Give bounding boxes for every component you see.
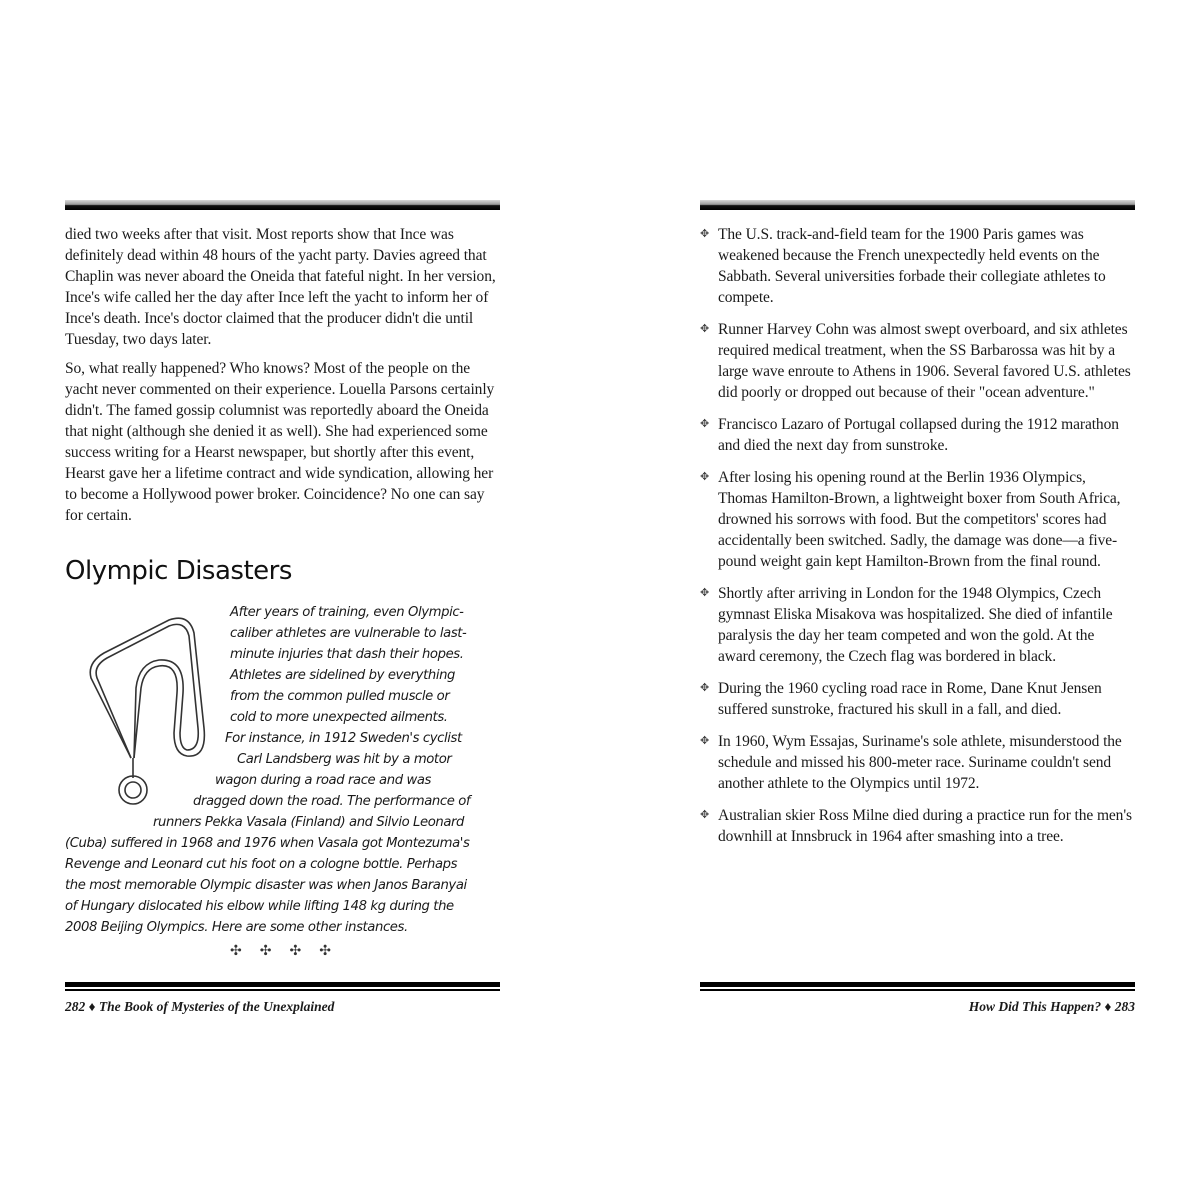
right-page	[700, 200, 1135, 1014]
intro-line: from the common pulled muscle or	[230, 689, 450, 704]
list-item-text: In 1960, Wym Essajas, Suriname's sole athlete, misunderstood the schedule and missed his 800-meter race. Suriname couldn't send another athlete to the Olympics until 1972.	[718, 733, 1122, 792]
list-item-text: After losing his opening round at the Berlin 1936 Olympics, Thomas Hamilton-Brown, a lightweight boxer from South Africa, drowned his sorrows with food. But the competitors' scores had accidentally been switched. Sadly, the damage was done—a five-pound weight gain kept Hamilton-Brown from the final round.	[718, 469, 1121, 570]
list-item-text: Runner Harvey Cohn was almost swept overboard, and six athletes required medical treatment, when the SS Barbarossa was hit by a large wave enroute to Athens in 1906. Several favored U.S. athletes did poorly or dropped out because of their "ocean adventure."	[718, 321, 1131, 401]
intro-line: runners Pekka Vasala (Finland) and Silvio Leonard	[153, 815, 465, 830]
intro-line: minute injuries that dash their hopes.	[230, 647, 464, 662]
bullet-icon: ✥	[700, 471, 710, 483]
bullet-icon: ✥	[700, 418, 710, 430]
list-item	[700, 583, 1135, 667]
intro-line: After years of training, even Olympic-	[230, 605, 464, 620]
bottom-rule	[700, 982, 1135, 991]
top-rule	[700, 200, 1135, 210]
intro-line: cold to more unexpected ailments.	[230, 710, 448, 725]
bullet-icon: ✥	[700, 228, 710, 240]
bullet-icon: ✥	[700, 323, 710, 335]
list-item	[700, 731, 1135, 794]
intro-line: 2008 Beijing Olympics. Here are some other instances.	[65, 920, 408, 935]
intro-line: (Cuba) suffered in 1968 and 1976 when Vasala got Montezuma's	[65, 836, 470, 851]
section-heading: Olympic Disasters	[65, 556, 292, 586]
bullet-icon: ✥	[700, 809, 710, 821]
left-body-text	[65, 224, 500, 534]
top-rule	[65, 200, 500, 210]
bullet-icon: ✥	[700, 587, 710, 599]
list-item-text: Australian skier Ross Milne died during a practice run for the men's downhill at Innsbruck in 1964 after smashing into a tree.	[718, 807, 1132, 845]
page-footer-left: 282 ♦ The Book of Mysteries of the Unexplained	[65, 999, 335, 1014]
bullet-list	[700, 224, 1135, 858]
intro-line: caliber athletes are vulnerable to last-	[230, 626, 467, 641]
list-item-text: Shortly after arriving in London for the 1948 Olympics, Czech gymnast Eliska Misakova was hospitalized. She died of infantile paralysis the day her team competed and won the gold. At the award ceremony, the Czech flag was bordered in black.	[718, 585, 1113, 665]
intro-line: Carl Landsberg was hit by a motor	[237, 752, 452, 767]
bullet-icon: ✥	[700, 682, 710, 694]
ornament-divider-icon: ✣✣✣✣	[230, 944, 349, 959]
intro-line: of Hungary dislocated his elbow while lifting 148 kg during the	[65, 899, 454, 914]
intro-line: Athletes are sidelined by everything	[230, 668, 456, 683]
list-item-text: The U.S. track-and-field team for the 1900 Paris games was weakened because the French unexpectedly held events on the Sabbath. Several universities forbade their collegiate athletes to compete.	[718, 226, 1106, 306]
page-footer-right: How Did This Happen? ♦ 283	[968, 999, 1135, 1014]
intro-line: Revenge and Leonard cut his foot on a cologne bottle. Perhaps	[65, 857, 458, 872]
intro-line: the most memorable Olympic disaster was when Janos Baranyai	[65, 878, 467, 893]
list-item	[700, 224, 1135, 308]
list-item	[700, 467, 1135, 572]
list-item	[700, 805, 1135, 847]
intro-line: wagon during a road race and was	[215, 773, 431, 788]
intro-line: dragged down the road. The performance of	[193, 794, 471, 809]
bottom-rule	[65, 982, 500, 991]
paragraph: died two weeks after that visit. Most reports show that Ince was definitely dead within 48 hours of the yacht party. Davies agreed that Chaplin was never aboard the Oneida that fateful night. In her version, Ince's wife called her the day after Ince left the yacht to inform her of Ince's death. Ince's doctor claimed that the producer didn't die until Tuesday, two days later.	[65, 226, 496, 348]
list-item-text: During the 1960 cycling road race in Rome, Dane Knut Jensen suffered sunstroke, fractured his skull in a fall, and died.	[718, 680, 1102, 718]
list-item	[700, 414, 1135, 456]
intro-paragraph	[65, 602, 485, 938]
paragraph: So, what really happened? Who knows? Most of the people on the yacht never commented on their experience. Louella Parsons certainly didn't. The famed gossip columnist was reportedly aboard the Oneida that night (although she denied it as well). She had experienced some success writing for a Hearst newspaper, but shortly after this event, Hearst gave her a lifetime contract and wide syndication, allowing her to become a Hollywood power broker. Coincidence? No one can say for certain.	[65, 360, 495, 524]
list-item-text: Francisco Lazaro of Portugal collapsed during the 1912 marathon and died the next day from sunstroke.	[718, 416, 1119, 454]
left-page	[65, 200, 500, 1014]
bullet-icon: ✥	[700, 735, 710, 747]
intro-line: For instance, in 1912 Sweden's cyclist	[225, 731, 462, 746]
list-item	[700, 319, 1135, 403]
list-item	[700, 678, 1135, 720]
